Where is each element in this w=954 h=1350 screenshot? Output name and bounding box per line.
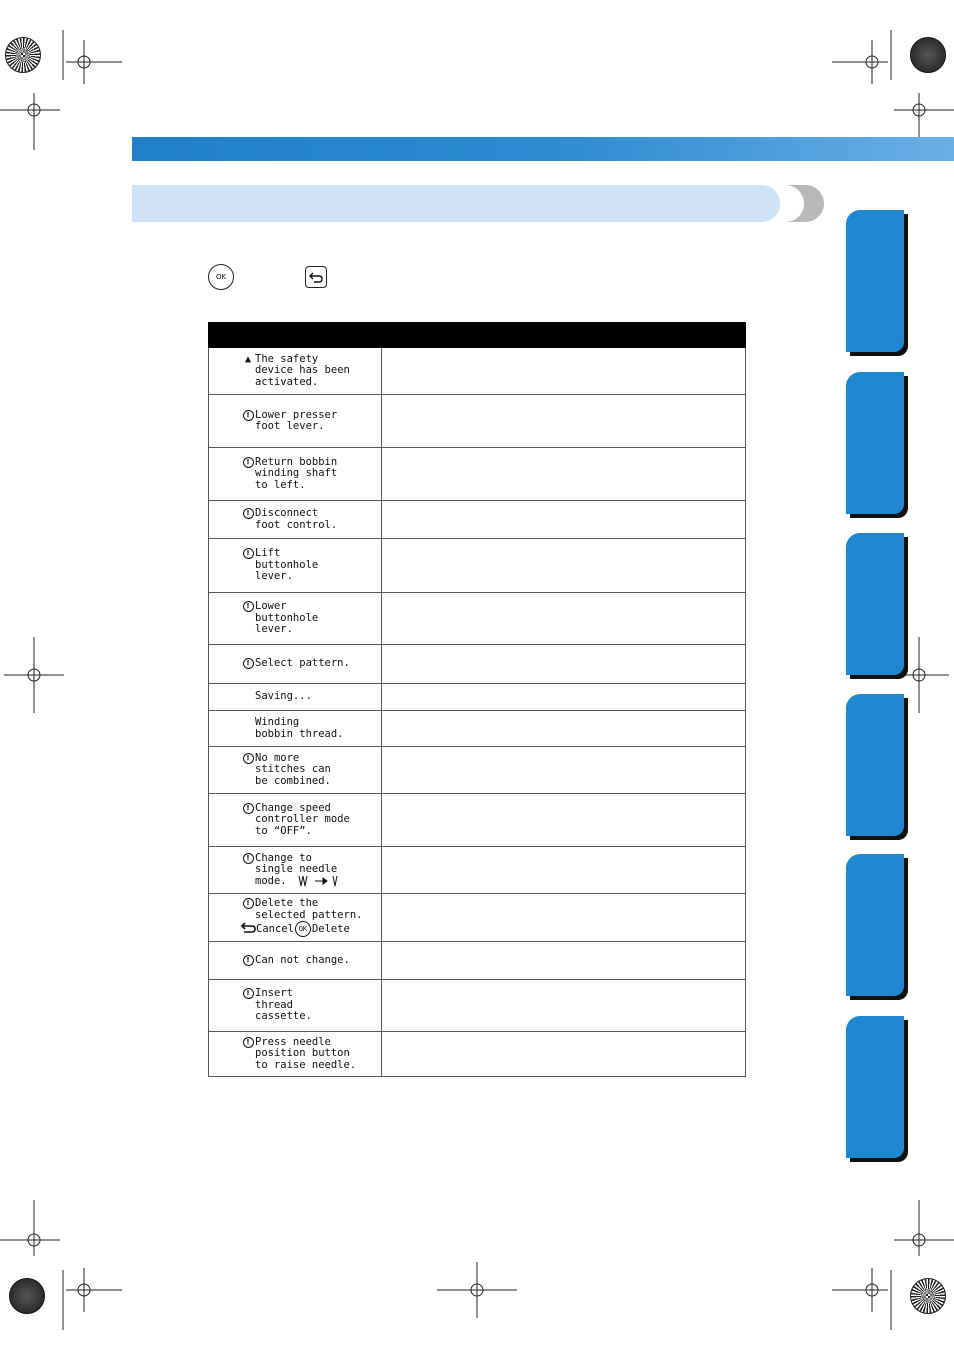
lcd-message-text: Change speed controller mode to “OFF”. — [255, 801, 350, 837]
lcd-message-cell — [209, 501, 382, 539]
chapter-tab-4[interactable] — [846, 694, 908, 840]
cause-cell — [381, 448, 745, 501]
table-row — [209, 348, 746, 395]
lcd-message-cell — [209, 395, 382, 448]
lcd-message-cell — [209, 348, 382, 395]
lcd-message-text: Return bobbin winding shaft to left. — [255, 455, 338, 491]
lcd-message-text: The safety device has been activated. — [255, 352, 350, 388]
lcd-message-text: Press needle position button to raise needle. — [255, 1035, 357, 1071]
lcd-message-text: Winding bobbin thread. — [255, 716, 344, 740]
lcd-message-cell — [209, 539, 382, 593]
table-row — [209, 894, 746, 942]
exclamation-icon: ! — [241, 601, 255, 612]
table-row — [209, 539, 746, 593]
lcd-message-cell — [209, 711, 382, 747]
table-row — [209, 501, 746, 539]
lcd-message-cell — [209, 645, 382, 684]
table-row — [209, 847, 746, 894]
cause-cell — [381, 539, 745, 593]
back-arrow-icon — [241, 922, 256, 936]
table-row — [209, 942, 746, 980]
exclamation-icon: ! — [241, 508, 255, 519]
exclamation-icon: ! — [241, 658, 255, 669]
lcd-message-text: Lower presser foot lever. — [255, 408, 338, 432]
lcd-message-cell — [209, 448, 382, 501]
lcd-message-text: No more stitches can be combined. — [255, 751, 331, 787]
lcd-message-cell — [209, 593, 382, 645]
table-row — [209, 593, 746, 645]
table-row — [209, 711, 746, 747]
cause-cell — [381, 593, 745, 645]
lcd-message-text: Can not change. — [255, 953, 350, 966]
cause-cell — [381, 847, 745, 894]
cause-cell — [381, 894, 745, 942]
lcd-message-text: Lift buttonhole lever. — [255, 547, 319, 583]
exclamation-icon: ! — [241, 898, 255, 909]
cause-cell — [381, 980, 745, 1032]
table-row — [209, 1032, 746, 1077]
table-row — [209, 645, 746, 684]
cancel-label: Cancel — [256, 923, 294, 935]
cause-cell — [381, 348, 745, 395]
cause-cell — [381, 501, 745, 539]
lcd-message-text: Delete the selected pattern. — [255, 897, 363, 921]
cancel-delete-prompt — [209, 921, 381, 937]
delete-label: Delete — [311, 923, 350, 935]
table-row — [209, 684, 746, 711]
cause-cell — [381, 395, 745, 448]
lcd-message-text: Change to single needle mode. — [255, 851, 338, 887]
chapter-tab-6[interactable] — [846, 1016, 908, 1162]
header-message-column — [209, 323, 382, 348]
ok-key-icon: OK — [295, 921, 311, 937]
cause-cell — [381, 747, 745, 794]
lcd-message-cell — [209, 794, 382, 847]
ok-key-icon: OK — [208, 264, 234, 290]
lcd-message-cell — [209, 684, 382, 711]
lcd-message-text: Disconnect foot control. — [255, 507, 338, 531]
exclamation-icon: ! — [241, 803, 255, 814]
cause-cell — [381, 645, 745, 684]
chapter-header-bar — [132, 137, 954, 161]
cause-cell — [381, 684, 745, 711]
lcd-message-text: Saving... — [255, 690, 312, 703]
table-row — [209, 395, 746, 448]
lcd-message-cell — [209, 980, 382, 1032]
header-cause-column — [381, 323, 745, 348]
table-row — [209, 448, 746, 501]
chapter-tab-1[interactable] — [846, 210, 908, 356]
exclamation-icon: ! — [241, 410, 255, 421]
cause-cell — [381, 711, 745, 747]
cause-cell — [381, 942, 745, 980]
error-message-table — [208, 322, 746, 1077]
exclamation-icon: ! — [241, 955, 255, 966]
exclamation-icon: ! — [241, 853, 255, 864]
chapter-tab-5[interactable] — [846, 854, 908, 1000]
table-row — [209, 980, 746, 1032]
cause-cell — [381, 794, 745, 847]
back-key-icon — [305, 266, 327, 288]
warning-icon: ▲ — [244, 353, 252, 365]
lcd-message-cell — [209, 894, 382, 942]
exclamation-icon: ! — [241, 1037, 255, 1048]
table-row — [209, 794, 746, 847]
lcd-message-text: Lower buttonhole lever. — [255, 600, 319, 636]
lcd-message-cell — [209, 847, 382, 894]
lcd-message-text: Select pattern. — [255, 657, 350, 670]
lcd-message-cell — [209, 747, 382, 794]
lcd-message-text: Insert thread cassette. — [255, 987, 312, 1023]
exclamation-icon: ! — [241, 457, 255, 468]
section-header-bar — [132, 185, 780, 222]
table-header-row — [209, 323, 746, 348]
chapter-tab-2[interactable] — [846, 372, 908, 518]
chapter-tab-3[interactable] — [846, 533, 908, 679]
exclamation-icon: ! — [241, 548, 255, 559]
lcd-message-cell — [209, 942, 382, 980]
exclamation-icon: ! — [241, 988, 255, 999]
cause-cell — [381, 1032, 745, 1077]
table-row — [209, 747, 746, 794]
exclamation-icon: ! — [241, 753, 255, 764]
lcd-message-cell — [209, 1032, 382, 1077]
